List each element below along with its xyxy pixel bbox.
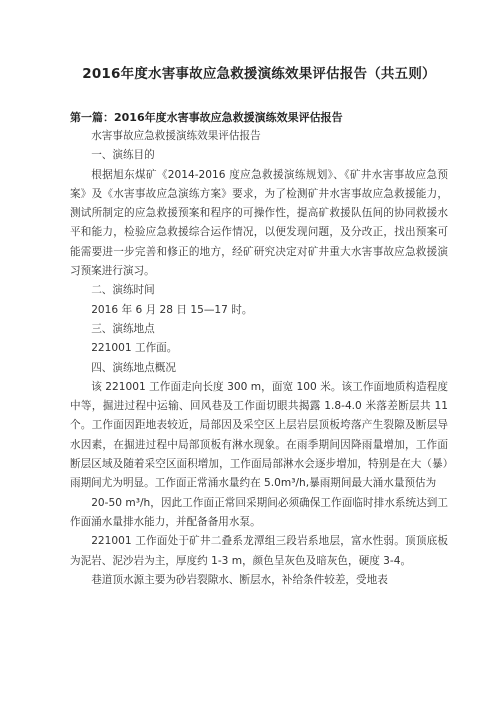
paragraph-overview: 该 221001 工作面走向长度 300 m，面宽 100 米。该工作面地质构造程度中等，掘进过程中运输、回风巷及工作面切眼共揭露 1.8-4.0 米落差断层共 11 个。工作面因距地表较近，局部因及采空区上层岩层顶板垮落产生裂隙及断层导水因素，在掘进过程中局部顶板有淋水现象。在雨季期间因降雨量增加，工作面断层区域及随着采空区面积增加，工作面局部淋水会逐步增加，特别是在大（暴）雨期间尤为明显。工作面正常涌水量约在 5.0m³/h,暴雨期间最大涌水量预估为 — [70, 380, 448, 490]
report-subtitle: 水害事故应急救援演练效果评估报告 — [91, 130, 261, 142]
section-heading-time: 二、演练时间 — [91, 284, 155, 297]
paragraph-location: 221001 工作面。 — [91, 342, 178, 355]
paragraph-purpose: 根据旭东煤矿《2014-2016 度应急救援演练规划》、《矿井水害事故应急预案》及《水害事故应急演练方案》要求，为了检测矿井水害事故应急救援能力，测试所制定的应急救援预案和程序的可操作性，提高矿救援队伍间的协同救援水平和能力，检验应急救援综合运作情况，以便发现问题，及分改正，找出预案可能需要进一步完善和修正的地方，经矿研究决定对矿井重大水害事故应急救援演习预案进行演习。 — [70, 168, 448, 278]
section-heading-purpose: 一、演练目的 — [91, 149, 155, 162]
paragraph-strata: 221001 工作面处于矿井二叠系龙潭组三段岩系地层，富水性弱。顶顶底板为泥岩、泥沙岩为主，厚度约 1-3 m，颜色呈灰色及暗灰色，硬度 3-4。 — [70, 535, 448, 567]
paragraph-water-source: 巷道顶水源主要为砂岩裂隙水、断层水，补给条件较差，受地表 — [91, 573, 388, 586]
section-heading-overview: 四、演练地点概况 — [91, 361, 176, 374]
section-heading-location: 三、演练地点 — [91, 322, 155, 335]
paragraph-inflow: 20-50 m³/h，因此工作面正常回采期间必须确保工作面临时排水系统达到工作面涌水量排水能力，并配备备用水泵。 — [70, 496, 448, 528]
document-title: 2016年度水害事故应急救援演练效果评估报告（共五则） — [82, 66, 436, 82]
chapter-title: 第一篇：2016年度水害事故应急救援演练效果评估报告 — [70, 111, 343, 124]
paragraph-time: 2016 年 6 月 28 日 15—17 时。 — [91, 303, 253, 316]
